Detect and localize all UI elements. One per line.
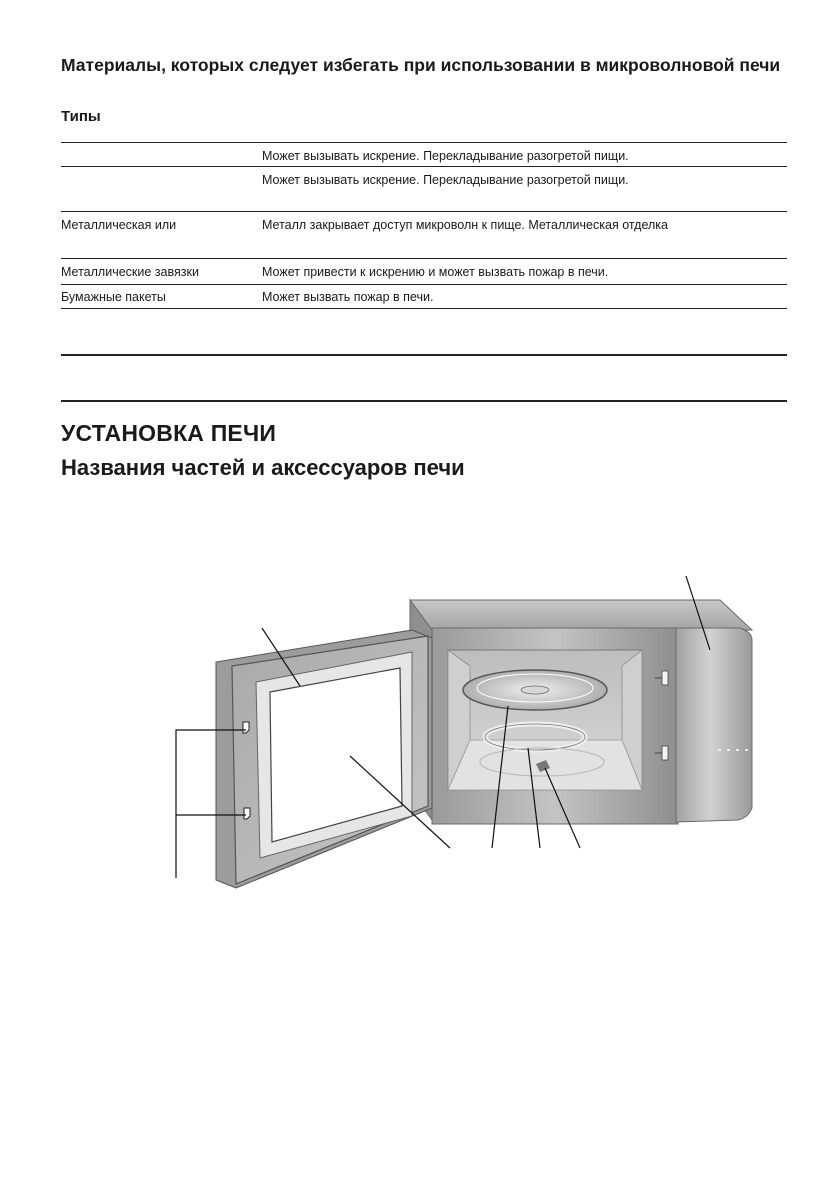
table-rule	[61, 258, 787, 259]
section-rule	[61, 400, 787, 402]
door-latch-upper	[243, 722, 249, 733]
tray-hub	[521, 686, 549, 694]
parts-section-subtitle: Названия частей и аксессуаров печи	[61, 455, 465, 480]
door-latch-lower	[244, 808, 250, 819]
oven-top	[410, 600, 752, 630]
table-rule	[61, 308, 787, 309]
note-cell: Может вызвать пожар в печи.	[262, 290, 434, 304]
material-cell: Металлические завязки	[61, 265, 199, 279]
table-rule	[61, 166, 787, 167]
table-rule	[61, 284, 787, 285]
note-cell: Металл закрывает доступ микроволн к пище. Металлическая отделка	[262, 218, 668, 232]
note-cell: Может привести к искрению и может вызвать пожар в печи.	[262, 265, 609, 279]
table-rule	[61, 142, 787, 143]
materials-types-label: Типы	[61, 108, 101, 125]
control-panel	[676, 628, 752, 822]
material-cell: Металлическая или	[61, 218, 177, 232]
note-cell: Может вызывать искрение. Перекладывание разогретой пищи.	[262, 149, 629, 163]
table-rule	[61, 211, 787, 212]
material-cell: Бумажные пакеты	[61, 290, 166, 304]
latch-hole-lower	[662, 746, 668, 760]
section-rule	[61, 354, 787, 356]
latch-hole-upper	[662, 671, 668, 685]
install-section-title: УСТАНОВКА ПЕЧИ	[61, 420, 277, 446]
materials-section-title: Материалы, которых следует избегать при использовании в микроволновой печи	[61, 55, 781, 75]
note-cell: Может вызывать искрение. Перекладывание разогретой пищи.	[262, 173, 629, 187]
microwave-diagram	[0, 560, 838, 890]
